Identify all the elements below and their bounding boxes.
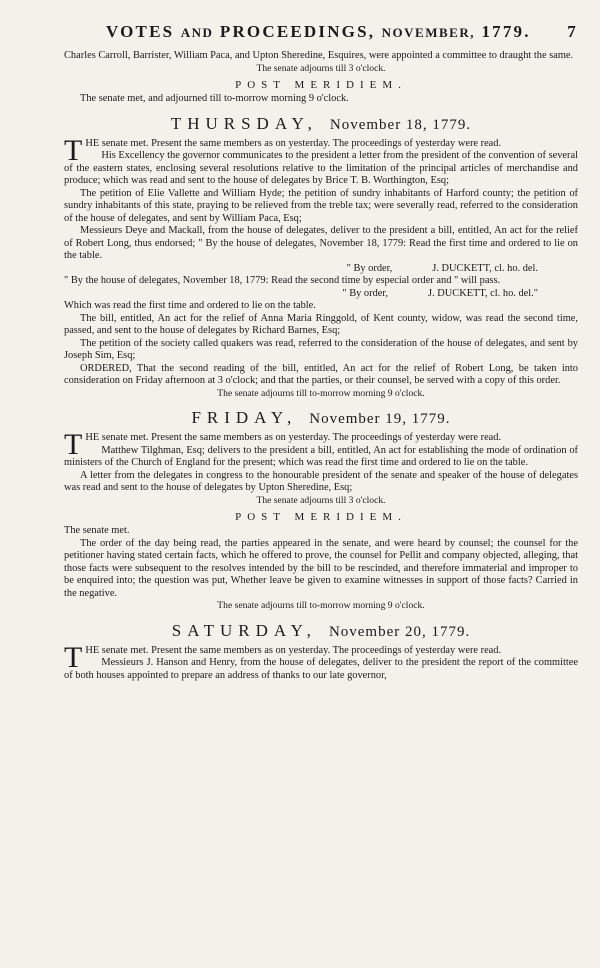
day-name: FRIDAY, (191, 408, 298, 427)
drop-cap: T (64, 133, 83, 167)
paragraph: " By the house of delegates, November 18, 1779: Read the second time by especial order and " will pass. (64, 275, 501, 286)
day-heading-saturday (64, 621, 578, 641)
paragraph-text: HE senate met. Present the same members as on yesterday. The proceedings of yesterday were read. (85, 137, 502, 149)
paragraph-text: HE senate met. Present the same members as on yesterday. The proceedings of yesterday were read. (85, 432, 502, 443)
day-heading-friday (64, 408, 578, 428)
paragraph: Charles Carroll, Barrister, William Paca, and Upton Sheredine, Esquires, were appointed a committee to draught the same. (64, 50, 574, 61)
day-name: THURSDAY, (170, 113, 318, 133)
paragraph: Matthew Tilghman, Esq; delivers to the president a bill, entitled, An act for establishing the mode of ordination of ministers of the Church of England for the present; which was read the first time and ordered to lie on the table. (64, 444, 578, 468)
header-proceedings: PROCEEDINGS, (219, 22, 376, 41)
running-head (106, 22, 578, 42)
signature-name: J. DUCKETT, cl. ho. del. (432, 262, 538, 274)
paragraph: The senate met. (64, 525, 130, 536)
day-heading-thursday (64, 114, 578, 134)
signature-line (64, 288, 578, 301)
day-date: November 18, 1779. (329, 116, 472, 133)
signature-by: " By order, (342, 287, 389, 299)
signature-name: J. DUCKETT, cl. ho. del." (428, 287, 538, 299)
paragraph: The bill, entitled, An act for the relief of Anna Maria Ringgold, of Kent county, widow, was read the second time, passed, and sent to the house of delegates by Richard Barnes, Esq; (64, 312, 578, 336)
header-votes: VOTES (106, 22, 175, 41)
paragraph: A letter from the delegates in congress to the honourable president of the senate and speaker of the house of delegates was read and sent to the house of delegates by Upton Sheredine, Esq; (64, 469, 578, 493)
header-year: 1779. (481, 22, 531, 41)
page-number: 7 (567, 22, 578, 41)
header-month: NOVEMBER, (381, 25, 475, 40)
drop-cap: T (64, 640, 83, 674)
signature-line (64, 263, 578, 276)
paragraph: His Excellency the governor communicates to the president a letter from the president of the convention of several of the eastern states, enclosing several resolutions relative to the limitation of the principal articles of merchandise and produce; which was read and sent to the house of delegates by Brice T. B. Worthington, Esq; (64, 150, 578, 186)
paragraph: Which was read the first time and ordered to lie on the table. (64, 300, 316, 311)
adjournment-line: The senate adjourns till to-morrow morning 9 o'clock. (217, 387, 425, 399)
adjournment-line: The senate adjourns till to-morrow morning 9 o'clock. (217, 600, 425, 611)
paragraph-text: HE senate met. Present the same members as on yesterday. The proceedings of yesterday were read. (85, 644, 502, 656)
page-body (64, 50, 578, 682)
post-meridiem-heading: POST MERIDIEM. (235, 511, 407, 523)
paragraph: The petition of the society called quakers was read, referred to the consideration of the house of delegates, and sent by Joseph Sim, Esq; (64, 337, 578, 361)
day-name: SATURDAY, (171, 620, 317, 640)
paragraph (64, 133, 578, 167)
drop-cap: T (64, 428, 83, 461)
adjournment-line: The senate adjourns till 3 o'clock. (256, 494, 386, 506)
post-meridiem-heading: POST MERIDIEM. (235, 79, 407, 91)
paragraph: The petition of Elie Vallette and William Hyde; the petition of sundry inhabitants of Harford county; the petition of sundry inhabitants of this state, praying to be relieved from the treble tax; were severally read, referred to the consideration of the house of delegates, and sent by William Paca, Esq; (64, 187, 578, 224)
paragraph: Messieurs J. Hanson and Henry, from the house of delegates, deliver to the president the report of the committee of both houses appointed to prepare an address of thanks to our late governor, (64, 657, 578, 681)
day-date: November 19, 1779. (309, 411, 451, 427)
signature-by: " By order, (346, 262, 393, 274)
paragraph: ORDERED, That the second reading of the bill, entitled, An act for the relief of Robert Long, be taken into consideration on Friday afternoon at 3 o'clock; and that the parties, or their counsel, be served with a copy of this order. (64, 362, 578, 386)
adjournment-line: The senate adjourns till 3 o'clock. (256, 62, 386, 74)
paragraph: The senate met, and adjourned till to-morrow morning 9 o'clock. (80, 93, 349, 104)
paragraph: Messieurs Deye and Mackall, from the house of delegates, deliver to the president a bill, entitled, An act for the relief of Robert Long, thus endorsed; " By the house of delegates, November 18, 1779: Read the first time and ordered to lie on the table. (64, 225, 578, 261)
header-and: AND (180, 25, 214, 40)
header-title (106, 22, 531, 42)
day-date: November 20, 1779. (328, 623, 471, 640)
paragraph: The order of the day being read, the parties appeared in the senate, and were heard by counsel; the counsel for the petitioner having stated certain facts, which he offered to prove, the counsel for Pellit and company objected, alleging, that those facts were subsequent to the resolves intended by the bill to be rescinded, and therefore immaterial and improper to be enquired into; the question was put, Whether leave be given to examine witnesses in support of those facts? Carried in the negative. (64, 537, 578, 599)
